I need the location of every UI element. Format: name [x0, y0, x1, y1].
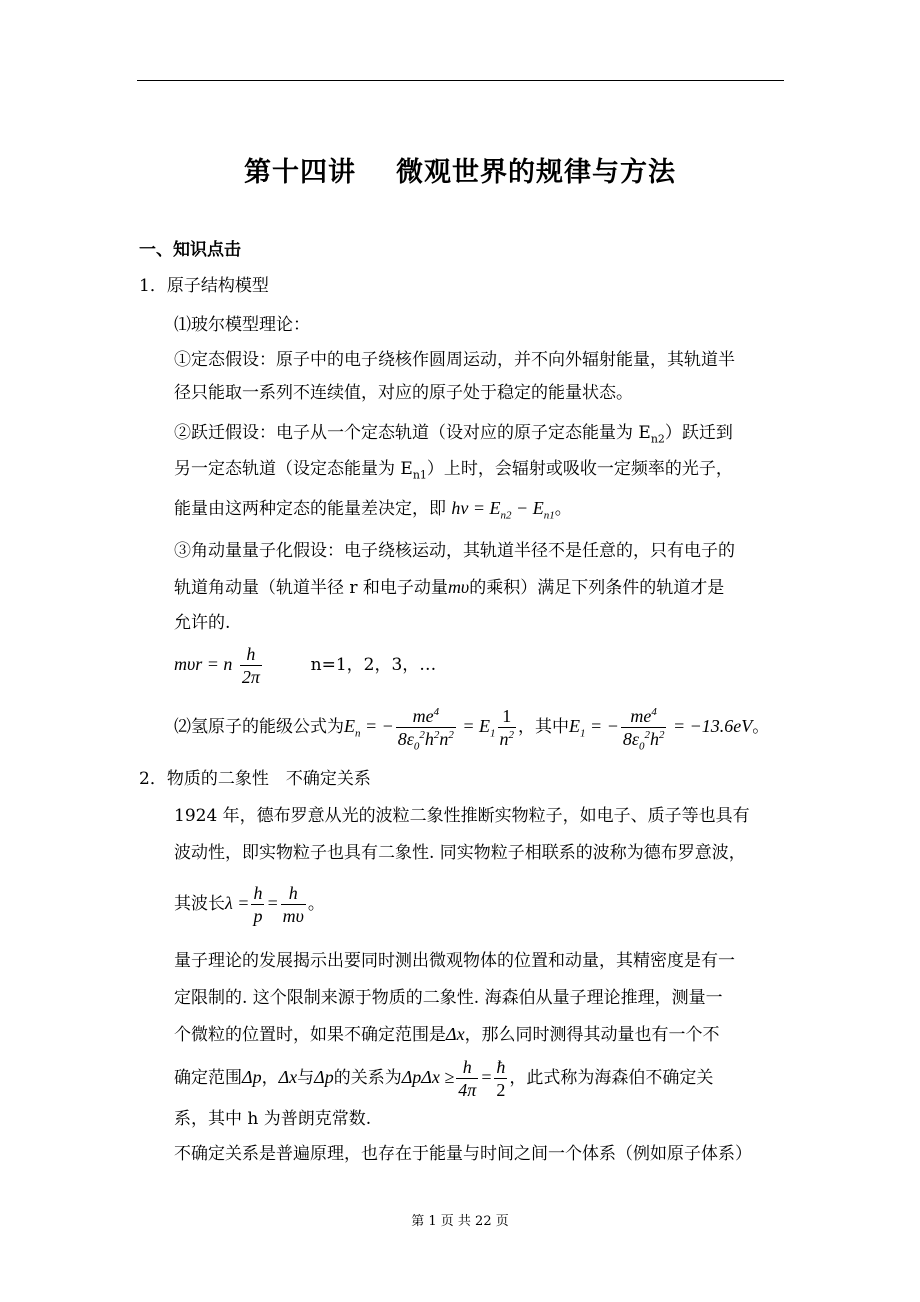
bohr-p3-line2: [174, 575, 724, 600]
denominator: 8ε: [397, 729, 414, 749]
subscript: n2: [500, 509, 512, 522]
subscript: 0: [638, 740, 645, 753]
de-broglie-formula: [174, 878, 325, 929]
text: 。: [752, 717, 770, 737]
page-number-footer: 第 1 页 共 22 页: [411, 1214, 509, 1229]
denominator: mυ: [282, 906, 304, 926]
math: mυ: [447, 577, 470, 597]
numerator: h: [246, 644, 256, 664]
subscript: 1: [490, 727, 496, 740]
symbol: λ =: [225, 893, 250, 913]
text: 。: [307, 894, 325, 914]
item-heading: 2．物质的二象性 不确定关系: [139, 769, 371, 789]
ground-energy-value: = −13.6eV: [668, 716, 753, 736]
text: 能量由这两种定态的能量差决定，即: [174, 499, 446, 519]
fraction: [498, 705, 517, 750]
superscript: 2: [644, 729, 650, 741]
symbol: E: [344, 716, 355, 736]
text: 的关系为: [333, 1068, 402, 1088]
bohr-p2-line1: [174, 421, 733, 445]
quantization-formula: [174, 640, 436, 689]
numerator: h: [288, 883, 298, 903]
subscript: n2: [650, 432, 665, 446]
denominator: 8ε: [622, 729, 639, 749]
text: 确定范围: [174, 1068, 242, 1088]
item-heading: 1．原子结构模型: [139, 276, 269, 296]
uncertainty-line4: [174, 1052, 713, 1103]
subscript: n: [355, 727, 361, 740]
fraction: [251, 882, 264, 927]
superscript: 4: [651, 706, 657, 718]
fraction: [396, 705, 456, 753]
numerator: h: [462, 1057, 472, 1077]
fraction: [456, 1056, 478, 1101]
subscript: n1: [412, 468, 427, 482]
duality-line2: 波动性，即实物粒子也具有二象性. 同实物粒子相联系的波称为德布罗意波，: [174, 843, 746, 863]
denominator: n: [439, 729, 449, 749]
text: 个微粒的位置时，如果不确定范围是: [174, 1025, 446, 1045]
text: 轨道角动量（轨道半径 r 和电子动量: [174, 578, 448, 598]
title-topic: 微观世界的规律与方法: [396, 157, 676, 188]
hydrogen-energy-formula: [174, 700, 769, 753]
denominator: h: [424, 729, 434, 749]
superscript: 2: [448, 729, 454, 741]
formula-part: − E: [511, 498, 544, 518]
denominator: h: [649, 729, 659, 749]
uncertainty-line6: 不确定关系是普遍原理，也存在于能量与时间之间一个体系（例如原子体系）: [174, 1144, 752, 1164]
numerator: 1: [502, 706, 512, 726]
duality-line1: 1924 年，德布罗意从光的波粒二象性推断实物粒子，如电子、质子等也具有: [174, 806, 750, 826]
text: 的乘积）满足下列条件的轨道才是: [469, 578, 725, 598]
math: ΔpΔx ≥: [401, 1067, 455, 1087]
symbol: E: [569, 716, 581, 736]
text: ，那么同时测得其动量也有一个不: [464, 1025, 720, 1045]
bohr-p2-line2: [174, 457, 733, 481]
section-heading: 一、知识点击: [139, 240, 241, 260]
header-rule: [137, 80, 784, 81]
title-lecture-number: 第十四讲: [244, 157, 356, 188]
math: Δp: [242, 1067, 262, 1087]
text: 。: [554, 499, 572, 519]
text: 另一定态轨道（设定态能量为 E: [174, 459, 413, 479]
text: ，此式称为海森伯不确定关: [509, 1068, 714, 1088]
denominator: 2: [496, 1080, 506, 1100]
formula-part: hν = E: [451, 498, 501, 518]
symbol: =: [266, 893, 279, 913]
text: ，: [261, 1068, 279, 1088]
bohr-p1-line1: ①定态假设：原子中的电子绕核作圆周运动，并不向外辐射能量，其轨道半: [174, 350, 735, 370]
numerator: me: [412, 706, 434, 726]
quantum-numbers: n=1，2，3，…: [310, 655, 437, 675]
formula-part: mυr = n: [174, 654, 233, 674]
fraction: [281, 882, 306, 927]
bohr-p3-line3: 允许的.: [174, 613, 231, 633]
superscript: 2: [508, 729, 515, 741]
bohr-p3-line1: ③角动量量子化假设：电子绕核运动，其轨道半径不是任意的，只有电子的: [174, 541, 735, 561]
page-title: [0, 150, 920, 189]
text: 与: [297, 1068, 315, 1088]
subscript: 1: [580, 727, 586, 740]
fraction: [621, 705, 667, 753]
text: ②跃迁假设：电子从一个定态轨道（设对应的原子定态能量为 E: [174, 423, 651, 443]
superscript: 2: [433, 729, 440, 741]
superscript: 2: [658, 729, 665, 741]
subscript: n1: [543, 509, 555, 522]
numerator: ħ: [496, 1057, 506, 1077]
text: ）跃迁到: [664, 423, 733, 443]
text: ）上时，会辐射或吸收一定频率的光子，: [426, 459, 733, 479]
math: Δx: [446, 1024, 465, 1044]
denominator: 4π: [458, 1080, 477, 1100]
text: 其波长: [174, 894, 225, 914]
denominator: n: [499, 729, 509, 749]
fraction: [240, 643, 262, 688]
symbol: = −: [585, 716, 619, 736]
uncertainty-line5: 系，其中 h 为普朗克常数.: [174, 1109, 372, 1129]
denominator: p: [253, 906, 263, 926]
text: ⑵氢原子的能级公式为: [174, 717, 344, 737]
uncertainty-line1: 量子理论的发展揭示出要同时测出微观物体的位置和动量，其精密度是有一: [174, 951, 735, 971]
math: Δx: [278, 1067, 298, 1087]
superscript: 2: [419, 729, 425, 741]
uncertainty-line2: 定限制的. 这个限制来源于物质的二象性. 海森伯从量子理论推理，测量一: [174, 988, 723, 1008]
fraction: [494, 1056, 507, 1101]
transition-formula: [451, 498, 555, 522]
bohr-p2-line3: [174, 496, 572, 521]
bohr-p1-line2: 径只能取一系列不连续值，对应的原子处于稳定的能量状态。: [174, 383, 633, 403]
math: Δp: [314, 1067, 334, 1087]
uncertainty-line3: [174, 1022, 720, 1047]
numerator: h: [253, 883, 263, 903]
numerator: me: [630, 706, 652, 726]
symbol: = −: [360, 716, 394, 736]
symbol: =: [480, 1067, 493, 1087]
symbol: = E: [457, 716, 491, 736]
text: ，其中: [518, 717, 570, 737]
bohr-subheading: ⑴玻尔模型理论：: [174, 315, 310, 335]
subscript: 0: [413, 740, 420, 753]
denominator: 2π: [241, 667, 260, 687]
superscript: 4: [433, 706, 440, 718]
